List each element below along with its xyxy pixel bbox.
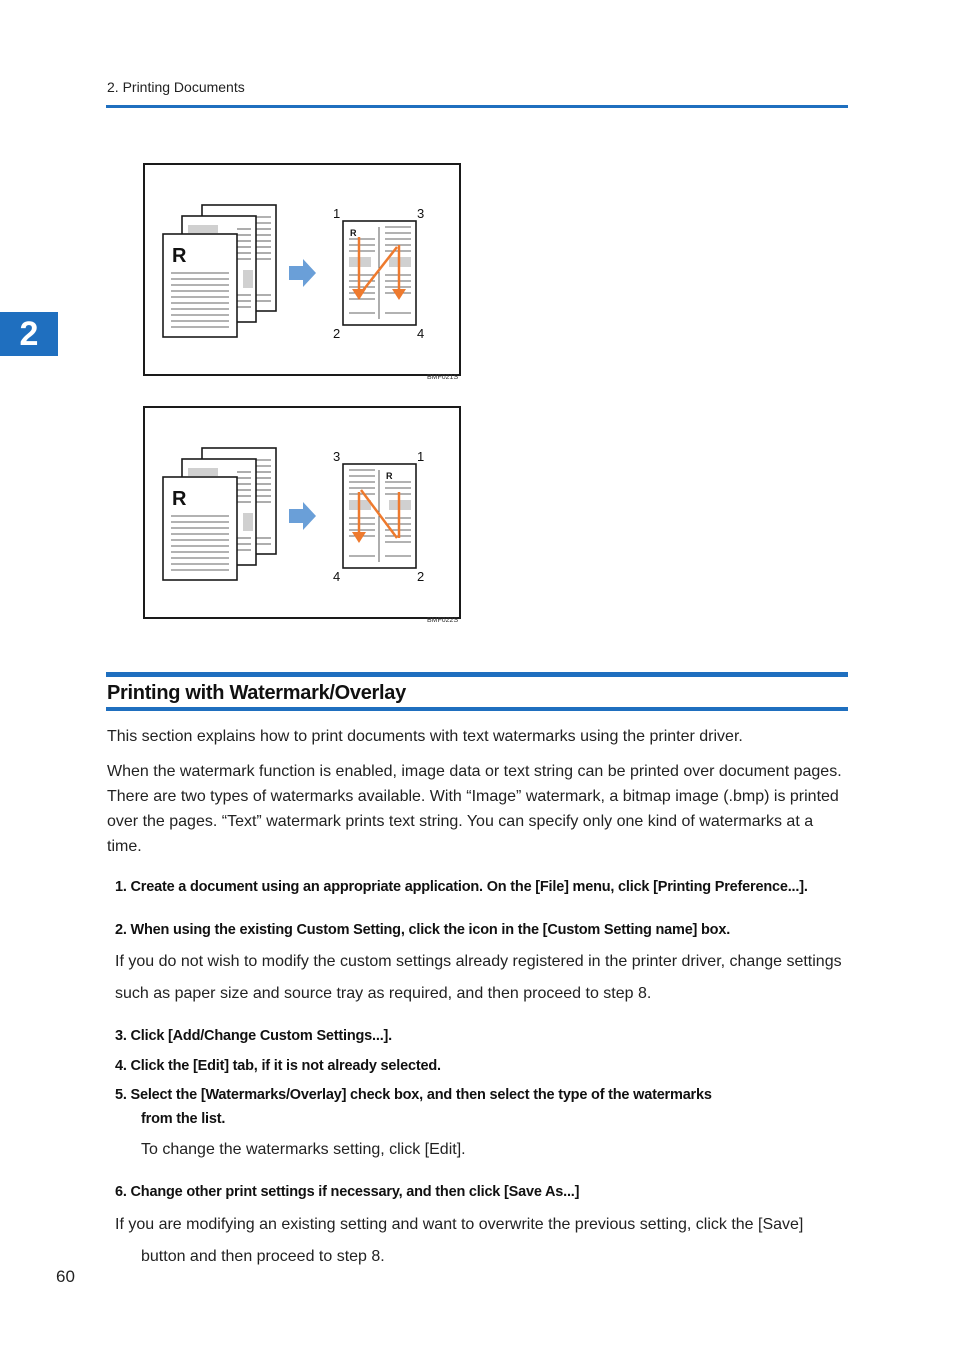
step-4: 4. Click the [Edit] tab, if it is not already selected. bbox=[115, 1058, 441, 1074]
intro-paragraph: This section explains how to print documents with text watermarks using the printer driver. bbox=[107, 728, 743, 745]
page-letter: R bbox=[172, 488, 187, 510]
figure-code: BMF021S bbox=[427, 374, 459, 381]
order-number: 4 bbox=[417, 326, 425, 341]
step-5: 5. Select the [Watermarks/Overlay] check box, and then select the type of the watermarks bbox=[115, 1087, 712, 1103]
order-number: 2 bbox=[333, 326, 341, 341]
chapter-tab: 2 bbox=[0, 312, 58, 356]
step-3: 3. Click [Add/Change Custom Settings...]. bbox=[115, 1028, 392, 1044]
order-number: 3 bbox=[417, 206, 425, 221]
order-number: 4 bbox=[333, 569, 341, 584]
header-rule bbox=[106, 105, 848, 108]
step-6-note-continued: button and then proceed to step 8. bbox=[141, 1248, 385, 1265]
step-1: 1. Create a document using an appropriate application. On the [File] menu, click [Printing Preference...]. bbox=[115, 879, 808, 895]
step-6: 6. Change other print settings if necessary, and then click [Save As...] bbox=[115, 1184, 580, 1200]
order-number: 3 bbox=[333, 449, 341, 464]
page-letter: R bbox=[172, 245, 187, 267]
section-rule-top bbox=[106, 672, 848, 677]
description-paragraph: When the watermark function is enabled, image data or text string can be printed over document pages. There are two types of watermarks available. With “Image” watermark, a bitmap image (.bmp) is printed over the pages. “Text” watermark prints text string. You can specify only one kind of watermarks at a time. bbox=[107, 763, 842, 855]
section-rule-bottom bbox=[106, 707, 848, 711]
order-number: 2 bbox=[417, 569, 425, 584]
figure-2-box bbox=[143, 406, 461, 619]
process-arrow-icon bbox=[289, 259, 316, 287]
figure-code: BMF022S bbox=[427, 617, 459, 624]
step-6-note: If you are modifying an existing setting and want to overwrite the previous setting, click the [Save] bbox=[115, 1216, 804, 1233]
process-arrow-icon bbox=[289, 502, 316, 530]
order-number: 1 bbox=[417, 449, 425, 464]
step-2-note: If you do not wish to modify the custom settings already registered in the printer driver, change settings such as paper size and source tray as required, and then proceed to step 8. bbox=[115, 953, 842, 1002]
step-5-continued: from the list. bbox=[141, 1111, 226, 1127]
page-number: 60 bbox=[56, 1267, 75, 1286]
order-number: 1 bbox=[333, 206, 341, 221]
figure-2-illustration bbox=[145, 408, 459, 617]
running-header: 2. Printing Documents bbox=[107, 79, 245, 95]
step-2: 2. When using the existing Custom Setting, click the icon in the [Custom Setting name] box. bbox=[115, 922, 731, 938]
section-title: Printing with Watermark/Overlay bbox=[107, 682, 406, 704]
figure-1-illustration bbox=[145, 165, 459, 374]
page-letter-small: R bbox=[350, 228, 357, 238]
page-letter-small: R bbox=[386, 471, 393, 481]
step-5-note: To change the watermarks setting, click [Edit]. bbox=[141, 1141, 466, 1158]
figure-1-box bbox=[143, 163, 461, 376]
